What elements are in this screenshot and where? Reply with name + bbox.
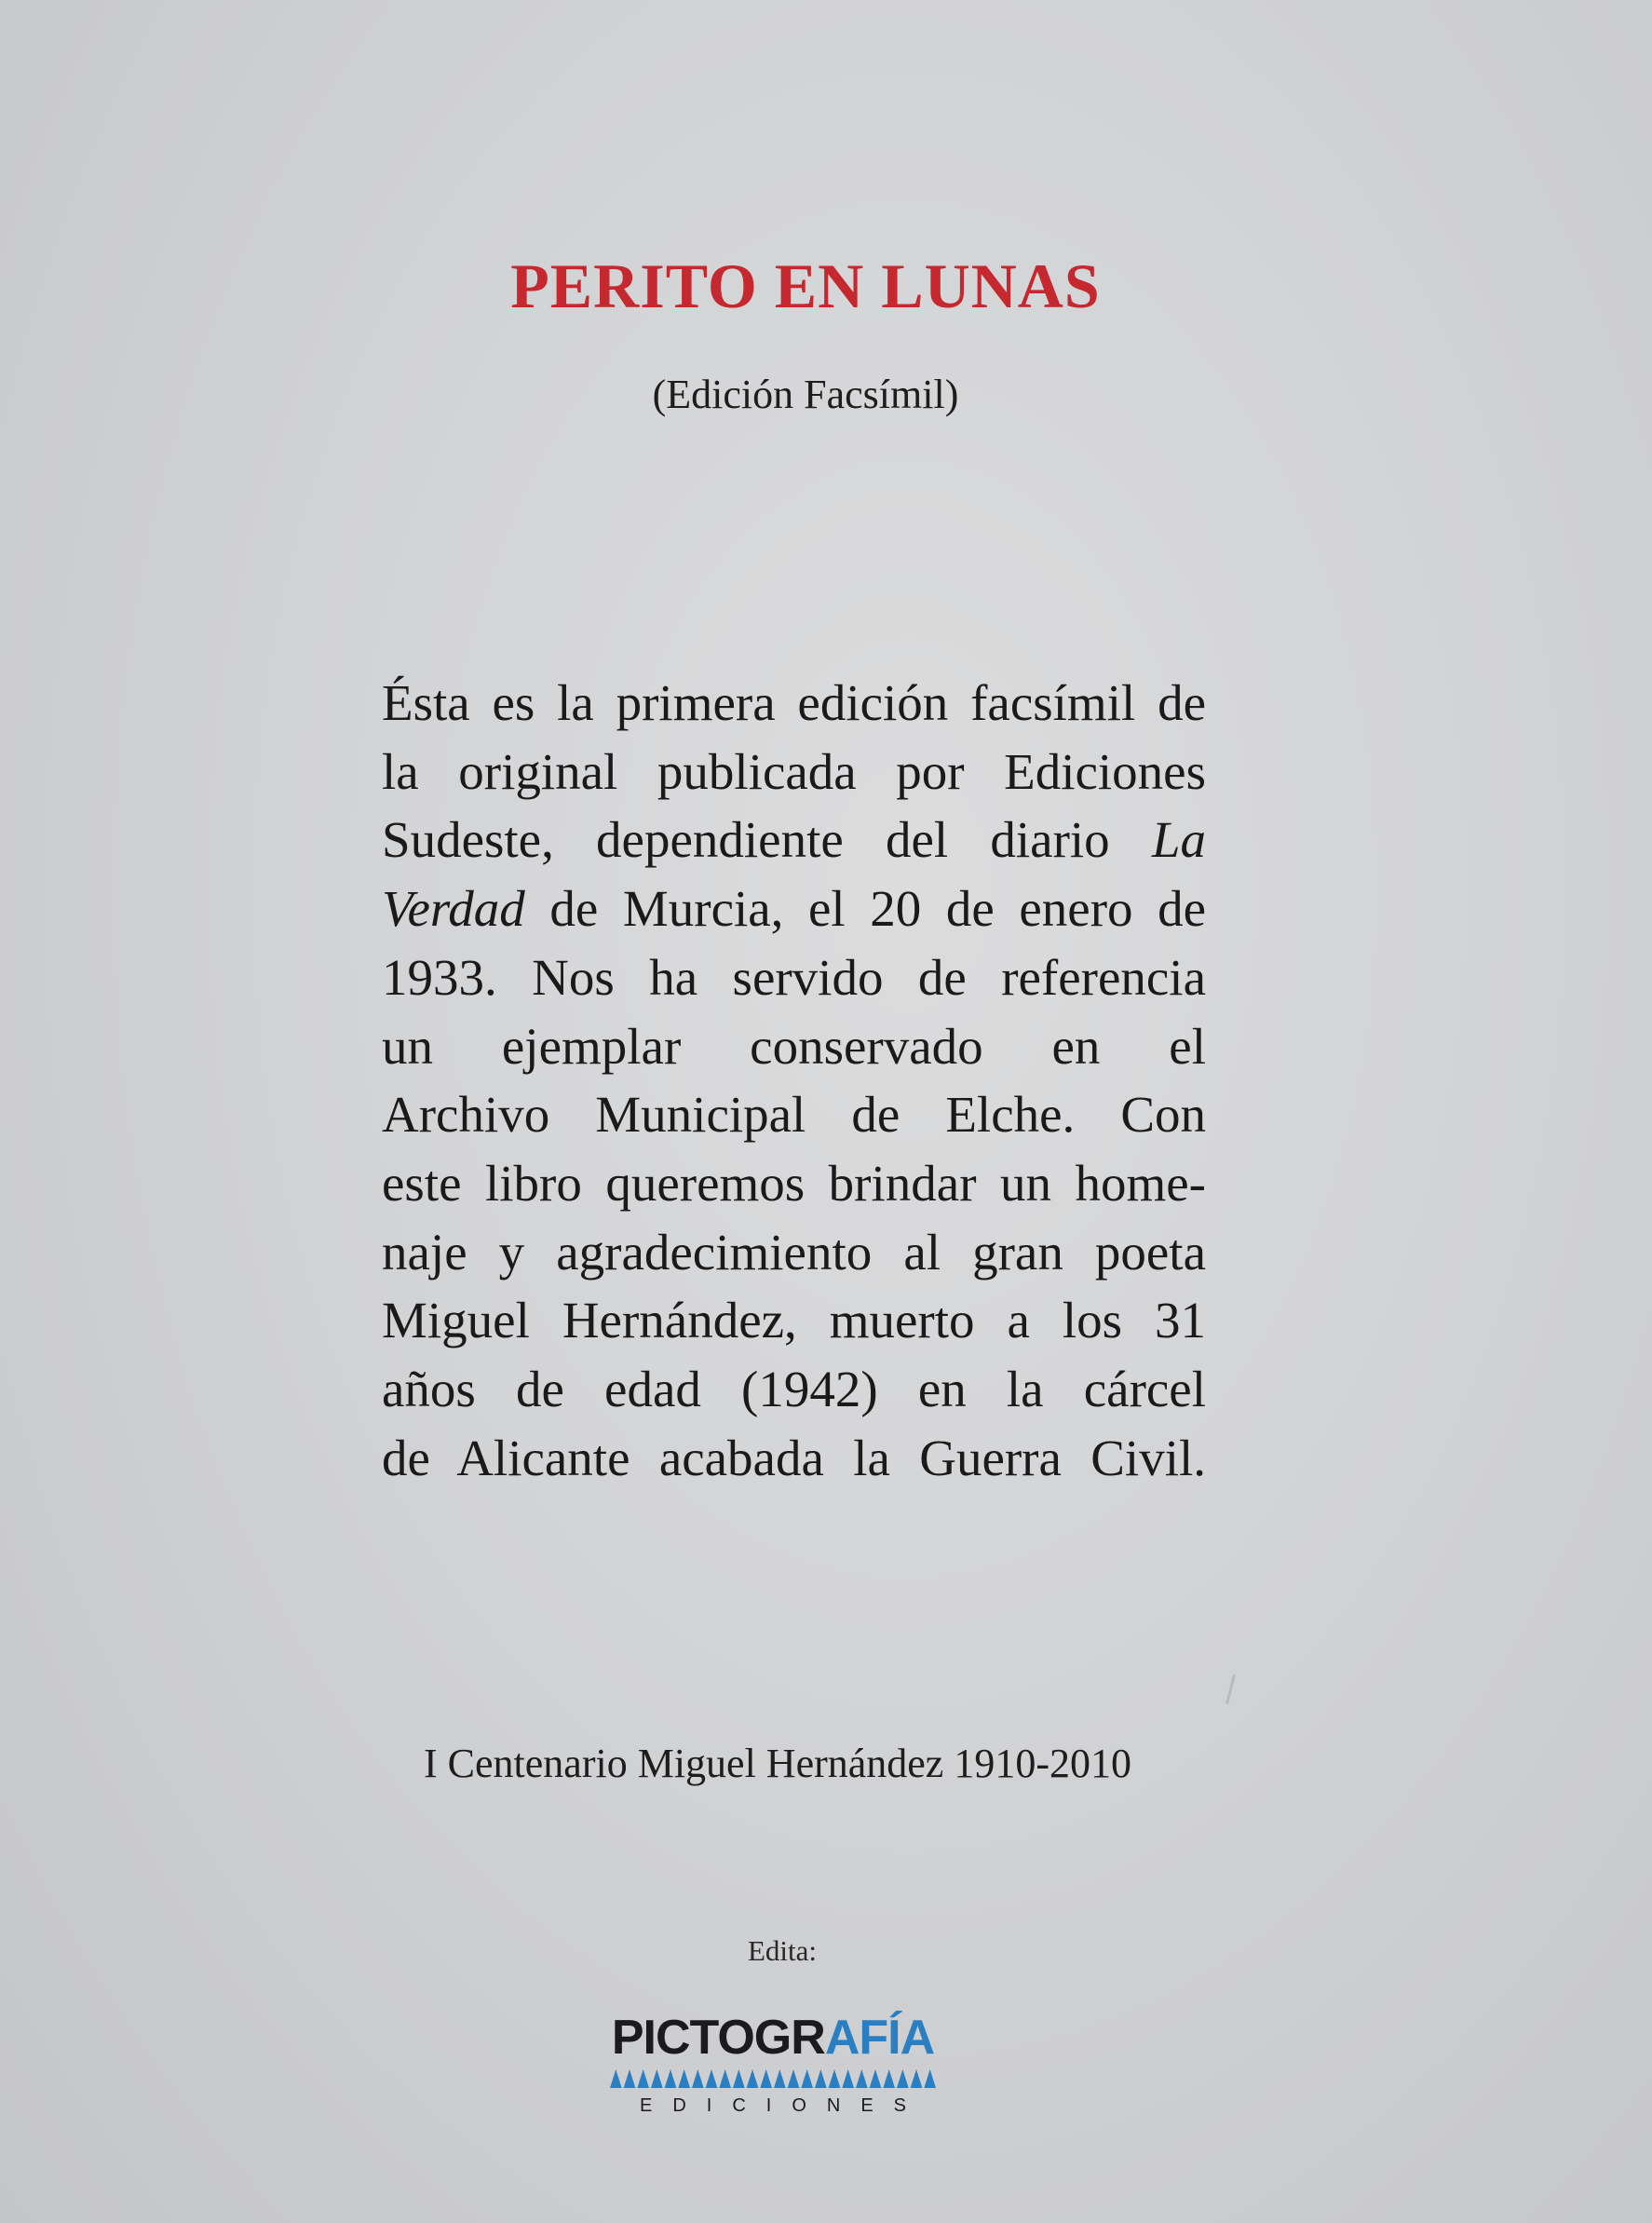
description-line	[382, 1218, 1206, 1287]
italic-text: Verdad	[382, 880, 525, 938]
triangle-mark	[856, 2069, 868, 2088]
description-line	[382, 874, 1206, 943]
centenary-line: I Centenario Miguel Hernández 1910-2010	[424, 1741, 1131, 1786]
text-run: este libro queremos brindar un home-	[382, 1154, 1206, 1212]
publisher-name-main: PICTOGR	[611, 2011, 825, 2065]
triangle-row-icon	[609, 2067, 937, 2088]
italic-text: La	[1151, 811, 1206, 869]
triangle-mark	[870, 2069, 882, 2088]
text-run: de Murcia, el 20 de enero de	[524, 880, 1206, 938]
publisher-subtitle: EDICIONES	[639, 2095, 928, 2116]
edition-description	[382, 669, 1206, 1492]
publisher-name	[605, 2010, 941, 2066]
triangle-mark	[692, 2069, 704, 2088]
publisher-logo	[605, 2010, 941, 2131]
text-run: un ejemplar conservado en el	[382, 1017, 1206, 1075]
triangle-mark	[815, 2069, 827, 2088]
publisher-name-accent: AFÍA	[824, 2011, 935, 2065]
edita-label: Edita:	[747, 1934, 818, 1967]
text-run: Archivo Municipal de Elche. Con	[382, 1086, 1206, 1144]
description-line	[382, 1424, 1206, 1493]
triangle-mark	[733, 2069, 745, 2088]
book-title: PERITO EN LUNAS	[510, 251, 1101, 321]
triangle-mark	[637, 2069, 649, 2088]
description-line	[382, 806, 1206, 874]
text-run: la original publicada por Ediciones	[382, 742, 1206, 800]
triangle-mark	[924, 2069, 936, 2088]
text-run: de Alicante acabada la Guerra Civil.	[382, 1429, 1206, 1486]
triangle-mark	[665, 2069, 677, 2088]
description-line	[382, 1286, 1206, 1355]
triangle-mark	[801, 2069, 813, 2088]
triangle-mark	[624, 2069, 636, 2088]
text-run: Sudeste, dependiente del diario	[382, 811, 1152, 869]
description-line	[382, 1149, 1206, 1218]
description-line	[382, 1355, 1206, 1424]
text-run: Miguel Hernández, muerto a los 31	[382, 1292, 1206, 1349]
triangle-mark	[883, 2069, 895, 2088]
description-line	[382, 943, 1206, 1012]
triangle-mark	[760, 2069, 772, 2088]
triangle-mark	[897, 2069, 909, 2088]
edition-subtitle: (Edición Facsímil)	[652, 372, 959, 417]
text-run: 1933. Nos ha servido de referencia	[382, 948, 1206, 1006]
text-run: años de edad (1942) en la cárcel	[382, 1361, 1206, 1418]
description-line	[382, 1080, 1206, 1149]
triangle-mark	[651, 2069, 663, 2088]
triangle-mark	[911, 2069, 923, 2088]
text-run: Ésta es la primera edición facsímil de	[382, 674, 1206, 731]
triangle-mark	[747, 2069, 759, 2088]
triangle-mark	[774, 2069, 786, 2088]
text-run: naje y agradecimiento al gran poeta	[382, 1223, 1206, 1281]
triangle-mark	[829, 2069, 841, 2088]
description-line	[382, 1012, 1206, 1081]
triangle-mark	[719, 2069, 731, 2088]
paper-mark	[1225, 1674, 1236, 1704]
description-line	[382, 669, 1206, 738]
triangle-mark	[678, 2069, 690, 2088]
description-line	[382, 738, 1206, 807]
triangle-mark	[788, 2069, 800, 2088]
triangle-mark	[842, 2069, 854, 2088]
triangle-mark	[706, 2069, 718, 2088]
triangle-mark	[610, 2069, 622, 2088]
